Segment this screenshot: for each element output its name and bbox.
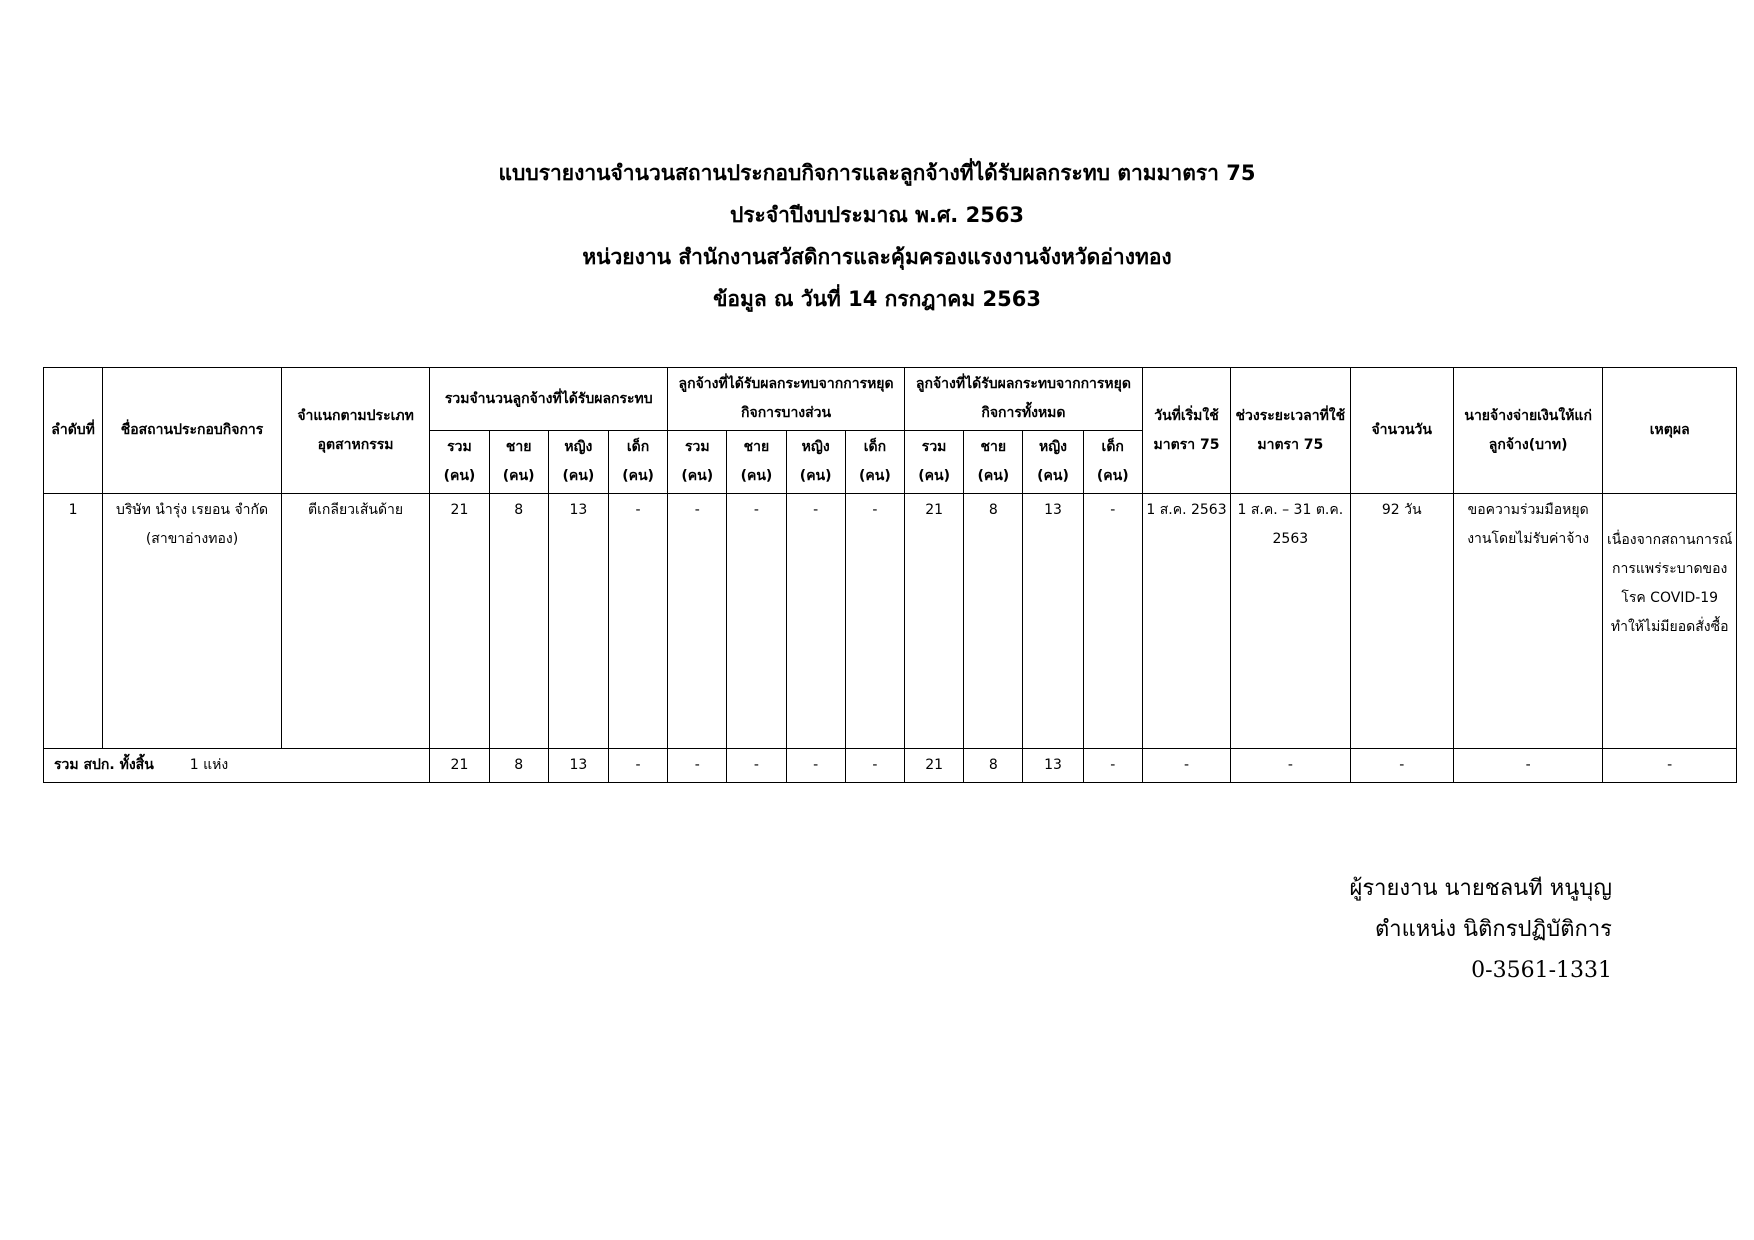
summary-total-child: - (608, 749, 667, 783)
header-row-groups (44, 368, 1737, 431)
summary-all-female: 13 (1023, 749, 1083, 783)
header-group-all: ลูกจ้างที่ได้รับผลกระทบจากการหยุดกิจการทั้งหมด (905, 368, 1143, 431)
subheader-child: เด็ก (คน) (1083, 431, 1142, 494)
cell-name: บริษัท นำรุ่ง เรยอน จำกัด (สาขาอ่างทอง) (103, 494, 282, 749)
subheader-child: เด็ก (คน) (845, 431, 904, 494)
header-period: ช่วงระยะเวลาที่ใช้มาตรา 75 (1231, 368, 1350, 494)
reporter-name: ผู้รายงาน นายชลนที หนูบุญ (1349, 876, 1612, 901)
summary-total-male: 8 (489, 749, 548, 783)
header-payment: นายจ้างจ่ายเงินให้แก่ลูกจ้าง(บาท) (1453, 368, 1603, 494)
summary-all-child: - (1083, 749, 1142, 783)
subheader-male: ชาย (คน) (964, 431, 1023, 494)
cell-partial-child: - (845, 494, 904, 749)
summary-row (44, 749, 1737, 783)
subheader-male: ชาย (คน) (489, 431, 548, 494)
summary-all-male: 8 (964, 749, 1023, 783)
phone-number: 0-3561-1331 (1471, 958, 1612, 983)
summary-partial-female: - (786, 749, 845, 783)
summary-partial-child: - (845, 749, 904, 783)
report-table (43, 367, 1737, 783)
summary-start-date: - (1142, 749, 1230, 783)
header-group-partial: ลูกจ้างที่ได้รับผลกระทบจากการหยุดกิจการบางส่วน (668, 368, 905, 431)
summary-total-total: 21 (430, 749, 489, 783)
summary-partial-male: - (727, 749, 786, 783)
report-title: แบบรายงานจำนวนสถานประกอบกิจการและลูกจ้างที่ได้รับผลกระทบ ตามมาตรา 75 (498, 161, 1256, 185)
header-days: จำนวนวัน (1350, 368, 1453, 494)
cell-total-female: 13 (548, 494, 608, 749)
cell-no: 1 (44, 494, 103, 749)
subheader-total: รวม (คน) (668, 431, 727, 494)
header-name: ชื่อสถานประกอบกิจการ (103, 368, 282, 494)
cell-total-child: - (608, 494, 667, 749)
summary-days: - (1350, 749, 1453, 783)
fiscal-year: ประจำปีงบประมาณ พ.ศ. 2563 (729, 203, 1025, 227)
cell-all-female: 13 (1023, 494, 1083, 749)
subheader-total: รวม (คน) (430, 431, 489, 494)
cell-payment: ขอความร่วมมือหยุดงานโดยไม่รับค่าจ้าง (1453, 494, 1603, 749)
reporter-position: ตำแหน่ง นิติกรปฏิบัติการ (1374, 917, 1612, 942)
cell-partial-male: - (727, 494, 786, 749)
summary-payment: - (1453, 749, 1603, 783)
subheader-child: เด็ก (คน) (608, 431, 667, 494)
subheader-male: ชาย (คน) (727, 431, 786, 494)
summary-total-female: 13 (548, 749, 608, 783)
cell-total-male: 8 (489, 494, 548, 749)
summary-reason: - (1603, 749, 1737, 783)
cell-days: 92 วัน (1350, 494, 1453, 749)
cell-industry: ตีเกลียวเส้นด้าย (281, 494, 430, 749)
cell-period: 1 ส.ค. – 31 ต.ค. 2563 (1231, 494, 1350, 749)
data-date: ข้อมูล ณ วันที่ 14 กรกฎาคม 2563 (713, 287, 1041, 311)
header-reason: เหตุผล (1603, 368, 1737, 494)
cell-partial-total: - (668, 494, 727, 749)
cell-all-child: - (1083, 494, 1142, 749)
report-header (0, 152, 1754, 320)
cell-start-date: 1 ส.ค. 2563 (1142, 494, 1230, 749)
summary-label-cell (44, 749, 430, 783)
subheader-female: หญิง (คน) (548, 431, 608, 494)
summary-label: รวม สปก. ทั้งสิ้น (54, 757, 154, 773)
header-industry: จำแนกตามประเภทอุตสาหกรรม (281, 368, 430, 494)
header-start-date: วันที่เริ่มใช้มาตรา 75 (1142, 368, 1230, 494)
signature-block (1349, 868, 1612, 991)
header-no: ลำดับที่ (44, 368, 103, 494)
subheader-female: หญิง (คน) (786, 431, 845, 494)
subheader-female: หญิง (คน) (1023, 431, 1083, 494)
cell-partial-female: - (786, 494, 845, 749)
header-group-total: รวมจำนวนลูกจ้างที่ได้รับผลกระทบ (430, 368, 668, 431)
summary-partial-total: - (668, 749, 727, 783)
summary-period: - (1231, 749, 1350, 783)
agency-name: หน่วยงาน สำนักงานสวัสดิการและคุ้มครองแรงงานจังหวัดอ่างทอง (582, 245, 1172, 269)
cell-total-total: 21 (430, 494, 489, 749)
table-row (44, 494, 1737, 749)
summary-all-total: 21 (905, 749, 964, 783)
cell-all-male: 8 (964, 494, 1023, 749)
summary-count: 1 แห่ง (189, 757, 229, 773)
cell-all-total: 21 (905, 494, 964, 749)
cell-reason: เนื่องจากสถานการณ์การแพร่ระบาดของโรค COVID-19 ทำให้ไม่มียอดสั่งซื้อ (1603, 494, 1737, 749)
subheader-total: รวม (คน) (905, 431, 964, 494)
